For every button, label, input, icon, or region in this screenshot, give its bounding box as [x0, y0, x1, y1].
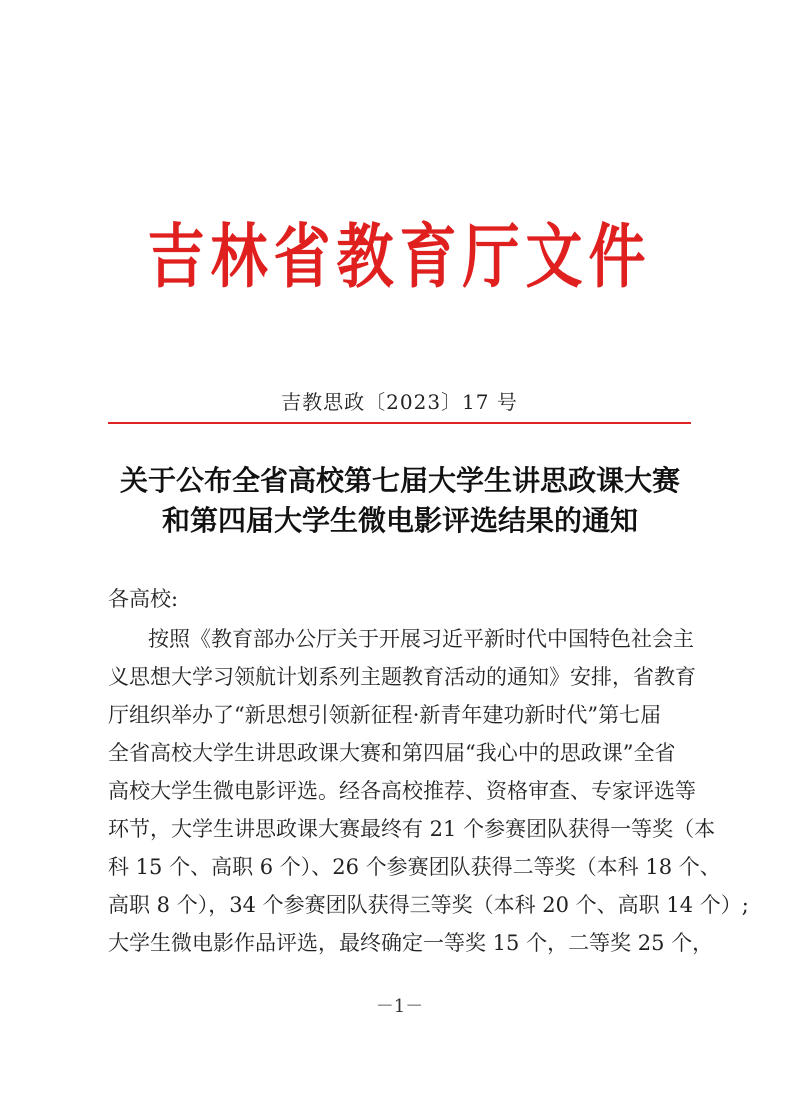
notice-title-line-1: 关于公布全省高校第七届大学生讲思政课大赛: [119, 464, 680, 497]
body-line: 高校大学生微电影评选。经各高校推荐、资格审查、专家评选等: [108, 779, 696, 803]
notice-body: [108, 620, 749, 962]
body-line: 按照《教育部办公厅关于开展习近平新时代中国特色社会主: [148, 627, 694, 651]
body-line: 环节，大学生讲思政课大赛最终有 21 个参赛团队获得一等奖（本: [108, 817, 716, 841]
red-divider-line: [108, 422, 691, 424]
salutation: 各高校:: [108, 587, 179, 611]
document-header-title: 吉林省教育厅文件: [147, 215, 652, 298]
page-number: －1－: [375, 996, 424, 1017]
body-line: 高职 8 个），34 个参赛团队获得三等奖（本科 20 个、高职 14 个）;: [108, 893, 749, 917]
body-line: 义思想大学习领航计划系列主题教育活动的通知》安排，省教育: [108, 665, 696, 689]
body-line: 厅组织举办了“新思想引领新征程·新青年建功新时代”第七届: [108, 703, 662, 727]
notice-title: [100, 461, 700, 541]
body-line: 全省高校大学生讲思政课大赛和第四届“我心中的思政课”全省: [108, 741, 676, 765]
notice-title-line-2: 和第四届大学生微电影评选结果的通知: [161, 504, 638, 537]
document-number: 吉教思政〔2023〕17 号: [281, 390, 518, 414]
body-line: 科 15 个、高职 6 个）、26 个参赛团队获得二等奖（本科 18 个、: [108, 855, 721, 879]
body-line: 大学生微电影作品评选，最终确定一等奖 15 个，二等奖 25 个，: [108, 931, 714, 955]
